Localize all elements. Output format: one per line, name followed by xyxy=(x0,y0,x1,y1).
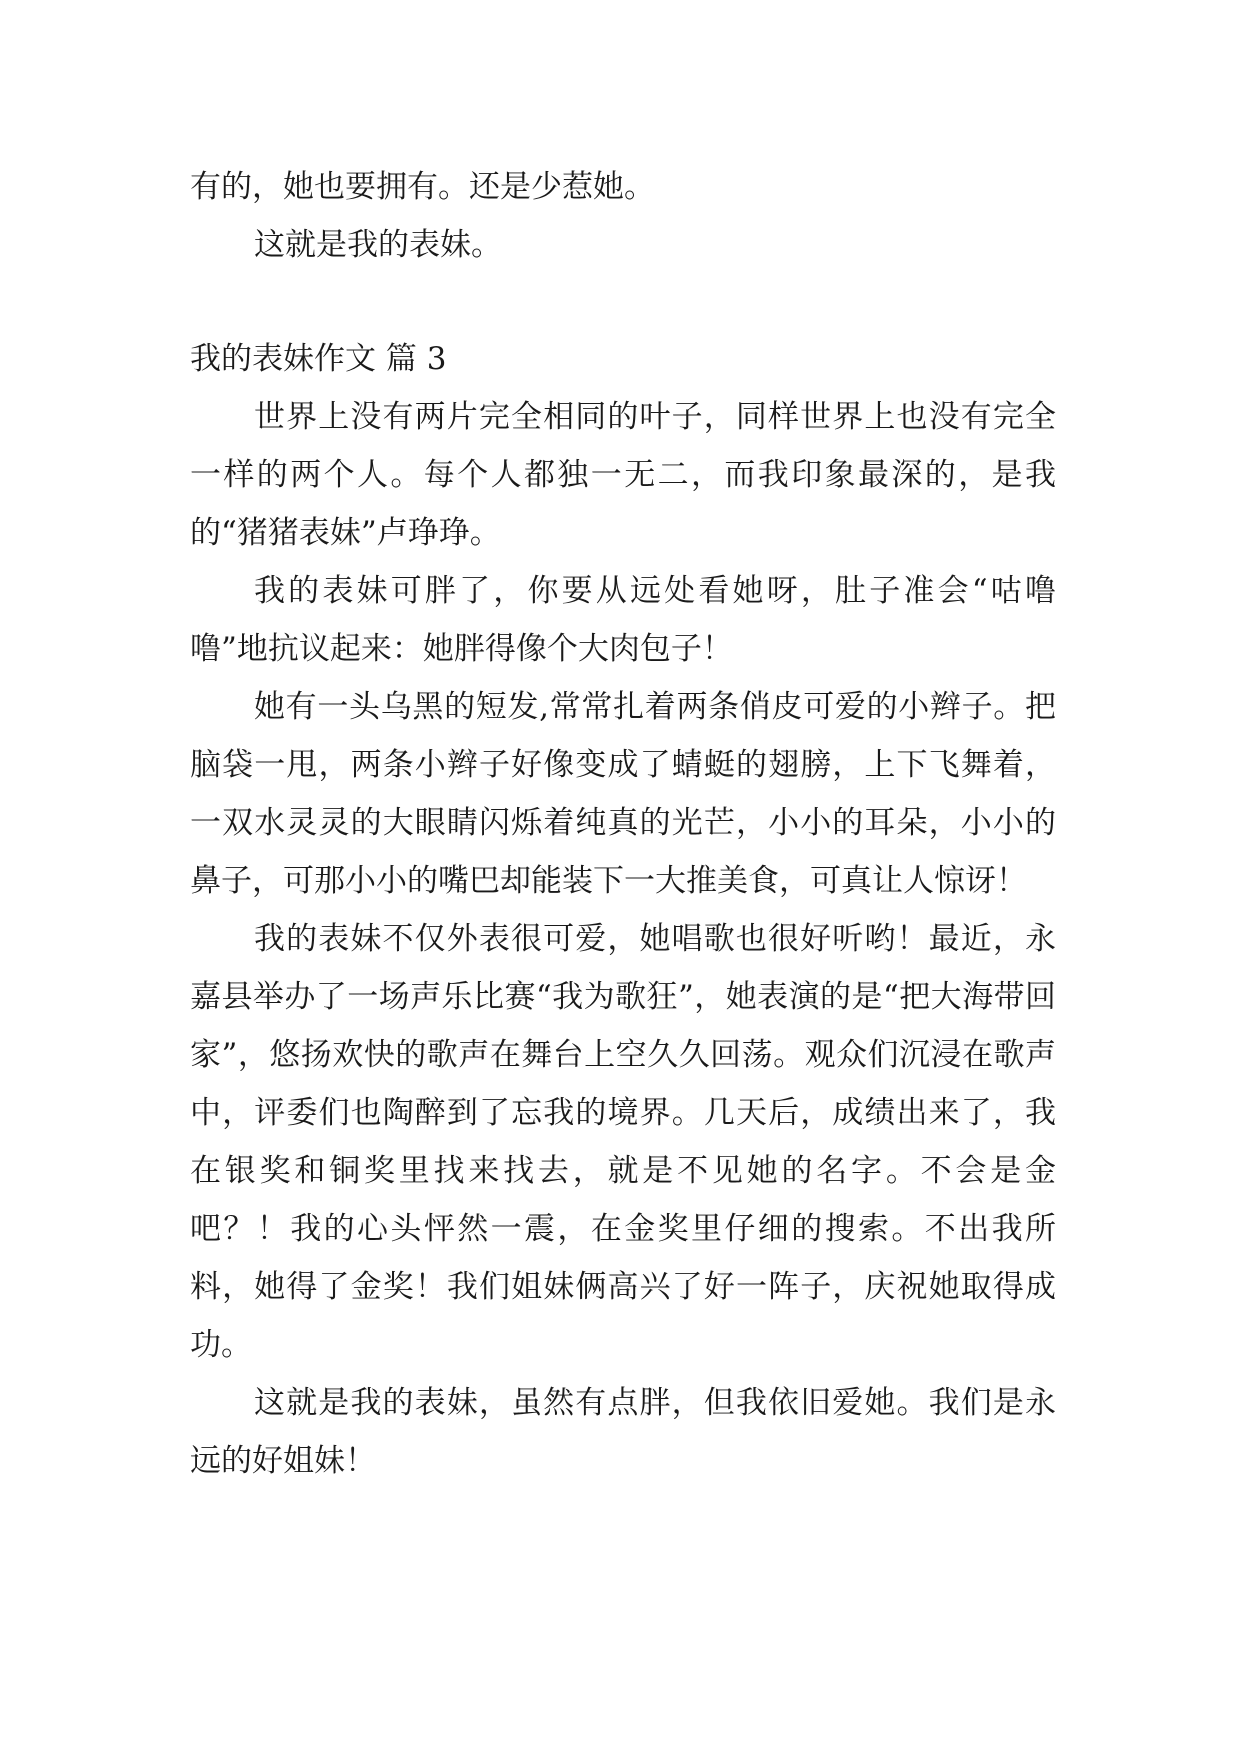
closing-paragraph-previous: 这就是我的表妹。 xyxy=(254,227,502,263)
body-paragraph-5: 这就是我的表妹，虽然有点胖，但我依旧爱她。我们是永远的好姐妹！ xyxy=(190,1385,1056,1479)
section-title: 我的表妹作文 xyxy=(190,341,376,377)
section-heading xyxy=(190,330,1056,388)
section-label: 篇 3 xyxy=(385,341,447,377)
body-paragraph-4: 我的表妹不仅外表很可爱，她唱歌也很好听哟！最近，永嘉县举办了一场声乐比赛“我为歌狂”，她表演的是“把大海带回家”，悠扬欢快的歌声在舞台上空久久回荡。观众们沉浸在歌声中，评委们也陶醉到了忘我的境界。几天后，成绩出来了，我在银奖和铜奖里找来找去，就是不见她的名字。不会是金吧？！我的心头怦然一震，在金奖里仔细的搜索。不出我所料，她得了金奖！我们姐妹俩高兴了好一阵子，庆祝她取得成功。 xyxy=(190,921,1056,1363)
continuation-paragraph: 有的，她也要拥有。还是少惹她。 xyxy=(190,169,655,205)
body-paragraph-1: 世界上没有两片完全相同的叶子，同样世界上也没有完全一样的两个人。每个人都独一无二，而我印象最深的，是我的“猪猪表妹”卢琤琤。 xyxy=(190,399,1056,551)
body-paragraph-3: 她有一头乌黑的短发,常常扎着两条俏皮可爱的小辫子。把脑袋一甩，两条小辫子好像变成了蜻蜓的翅膀，上下飞舞着，一双水灵灵的大眼睛闪烁着纯真的光芒，小小的耳朵，小小的鼻子，可那小小的嘴巴却能装下一大推美食，可真让人惊讶！ xyxy=(190,689,1056,899)
body-paragraph-2: 我的表妹可胖了，你要从远处看她呀，肚子准会“咕噜噜”地抗议起来：她胖得像个大肉包子！ xyxy=(190,573,1056,667)
document-page xyxy=(190,158,1056,1490)
